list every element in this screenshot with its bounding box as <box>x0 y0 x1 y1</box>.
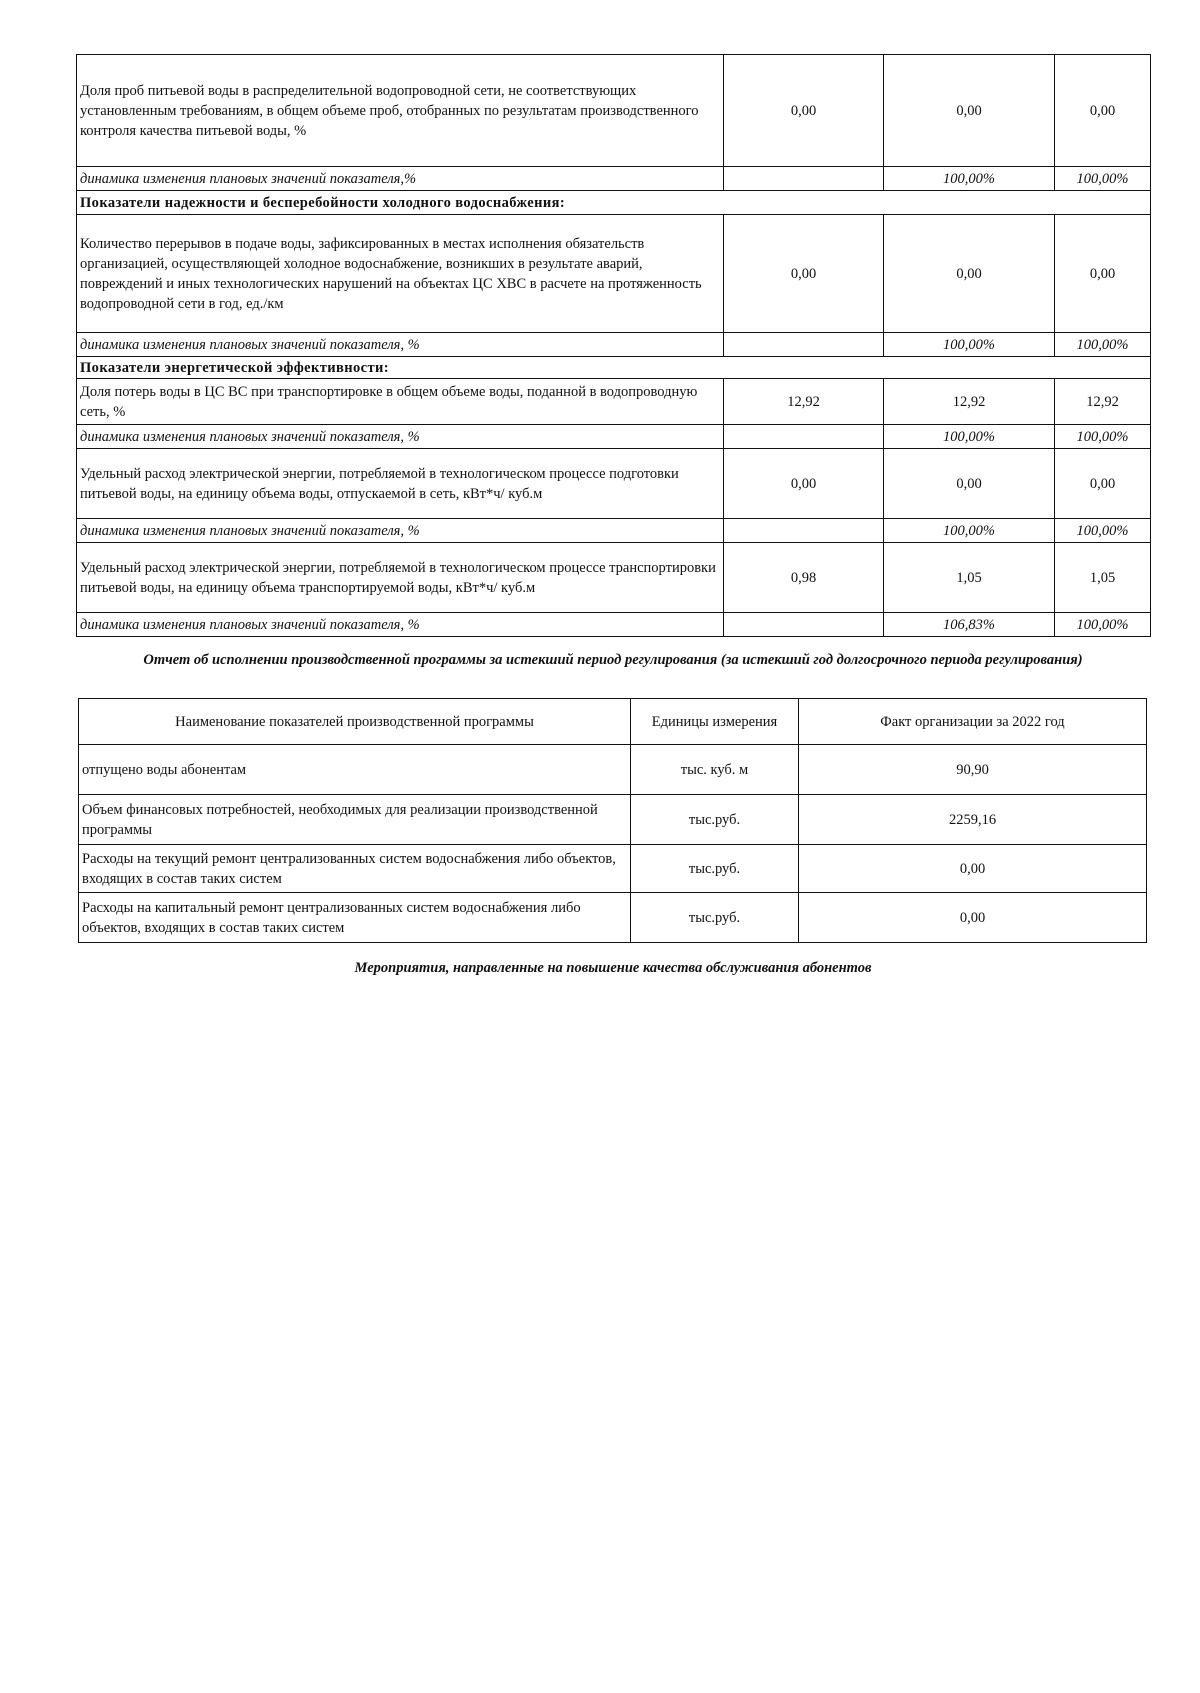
dynamics-label: динамика изменения плановых значений показателя, % <box>77 519 724 543</box>
dynamics-value-2: 106,83% <box>884 613 1055 637</box>
dynamics-value-1 <box>724 613 884 637</box>
indicator-value-2: 1,05 <box>884 543 1055 613</box>
dynamics-label: динамика изменения плановых значений показателя, % <box>77 333 724 357</box>
indicator-value-2: 0,00 <box>884 55 1055 167</box>
dynamics-value-2: 100,00% <box>884 333 1055 357</box>
indicator-value-1: 12,92 <box>724 379 884 425</box>
indicator-value-2: 12,92 <box>884 379 1055 425</box>
dynamics-value-2: 100,00% <box>884 425 1055 449</box>
row-name: Объем финансовых потребностей, необходимых для реализации производственной программы <box>79 795 631 845</box>
dynamics-value-1 <box>724 333 884 357</box>
table-row <box>77 333 1151 357</box>
indicator-value-3: 0,00 <box>1055 215 1151 333</box>
measures-title: Мероприятия, направленные на повышение качества обслуживания абонентов <box>354 960 872 976</box>
section-row <box>77 191 1151 215</box>
row-unit: тыс. куб. м <box>631 745 799 795</box>
column-header-unit: Единицы измерения <box>631 699 799 745</box>
indicator-label: Количество перерывов в подаче воды, зафиксированных в местах исполнения обязательств организацией, осуществляющей холодное водоснабжение, возникших в результате аварий, повреждений и иных технологических нарушений на объектах ЦС ХВС в расчете на протяженность водопроводной сети в год, ед./км <box>77 215 724 333</box>
indicator-value-1: 0,00 <box>724 55 884 167</box>
indicator-value-3: 12,92 <box>1055 379 1151 425</box>
indicators-table <box>76 54 1151 637</box>
indicator-label: Удельный расход электрической энергии, потребляемой в технологическом процессе транспортировки питьевой воды, на единицу объема транспортируемой воды, кВт*ч/ куб.м <box>77 543 724 613</box>
indicator-value-3: 0,00 <box>1055 449 1151 519</box>
table-row <box>79 795 1147 845</box>
dynamics-value-3: 100,00% <box>1055 613 1151 637</box>
table-row <box>77 519 1151 543</box>
column-header-fact: Факт организации за 2022 год <box>799 699 1147 745</box>
row-unit: тыс.руб. <box>631 795 799 845</box>
table-row <box>77 215 1151 333</box>
table-row <box>77 543 1151 613</box>
dynamics-label: динамика изменения плановых значений показателя,% <box>77 167 724 191</box>
row-value: 2259,16 <box>799 795 1147 845</box>
section-heading: Показатели энергетической эффективности: <box>77 357 1151 379</box>
dynamics-label: динамика изменения плановых значений показателя, % <box>77 613 724 637</box>
table-row <box>79 745 1147 795</box>
dynamics-value-2: 100,00% <box>884 519 1055 543</box>
report-title: Отчет об исполнении производственной программы за истекший период регулирования (за истекший год долгосрочного периода регулирования) <box>143 652 1083 668</box>
indicator-value-2: 0,00 <box>884 215 1055 333</box>
table-row <box>77 449 1151 519</box>
indicator-value-3: 1,05 <box>1055 543 1151 613</box>
table-row <box>77 167 1151 191</box>
dynamics-value-3: 100,00% <box>1055 333 1151 357</box>
row-value: 0,00 <box>799 845 1147 893</box>
row-name: Расходы на капитальный ремонт централизованных систем водоснабжения либо объектов, входящих в состав таких систем <box>79 893 631 943</box>
indicator-value-1: 0,00 <box>724 215 884 333</box>
dynamics-value-1 <box>724 167 884 191</box>
dynamics-value-1 <box>724 425 884 449</box>
table-row <box>77 55 1151 167</box>
indicator-value-1: 0,00 <box>724 449 884 519</box>
dynamics-value-3: 100,00% <box>1055 425 1151 449</box>
row-value: 0,00 <box>799 893 1147 943</box>
table-row <box>77 613 1151 637</box>
table-row <box>79 893 1147 943</box>
production-report-table <box>78 698 1147 943</box>
row-value: 90,90 <box>799 745 1147 795</box>
indicator-label: Доля потерь воды в ЦС ВС при транспортировке в общем объеме воды, поданной в водопроводную сеть, % <box>77 379 724 425</box>
dynamics-value-3: 100,00% <box>1055 519 1151 543</box>
indicator-value-3: 0,00 <box>1055 55 1151 167</box>
indicator-value-2: 0,00 <box>884 449 1055 519</box>
table-row <box>77 379 1151 425</box>
row-name: Расходы на текущий ремонт централизованных систем водоснабжения либо объектов, входящих в состав таких систем <box>79 845 631 893</box>
dynamics-label: динамика изменения плановых значений показателя, % <box>77 425 724 449</box>
indicator-value-1: 0,98 <box>724 543 884 613</box>
row-name: отпущено воды абонентам <box>79 745 631 795</box>
dynamics-value-2: 100,00% <box>884 167 1055 191</box>
table-header-row <box>79 699 1147 745</box>
indicator-label: Удельный расход электрической энергии, потребляемой в технологическом процессе подготовки питьевой воды, на единицу объема воды, отпускаемой в сеть, кВт*ч/ куб.м <box>77 449 724 519</box>
table-row <box>77 425 1151 449</box>
dynamics-value-1 <box>724 519 884 543</box>
dynamics-value-3: 100,00% <box>1055 167 1151 191</box>
row-unit: тыс.руб. <box>631 893 799 943</box>
section-row <box>77 357 1151 379</box>
section-heading: Показатели надежности и бесперебойности холодного водоснабжения: <box>77 191 1151 215</box>
table-row <box>79 845 1147 893</box>
indicator-label: Доля проб питьевой воды в распределительной водопроводной сети, не соответствующих установленным требованиям, в общем объеме проб, отобранных по результатам производственного контроля качества питьевой воды, % <box>77 55 724 167</box>
column-header-name: Наименование показателей производственной программы <box>79 699 631 745</box>
row-unit: тыс.руб. <box>631 845 799 893</box>
